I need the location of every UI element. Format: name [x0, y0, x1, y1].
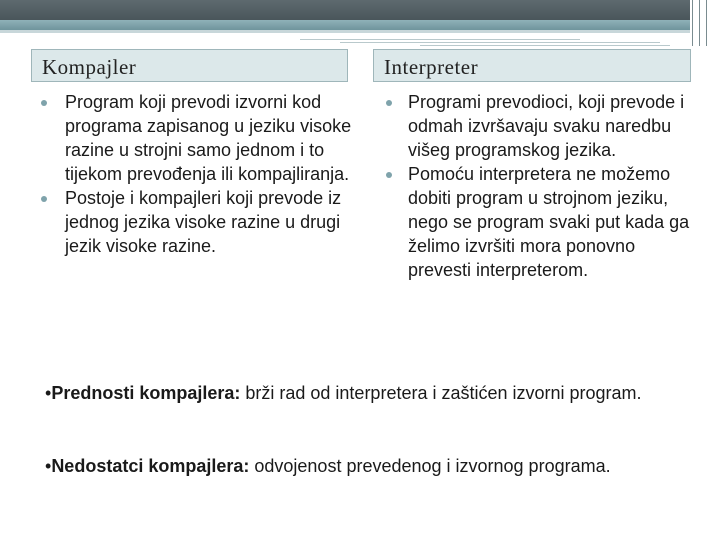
- list-item-text: Pomoću interpretera ne možemo dobiti program u strojnom jeziku, nego se program svaki put kada ga želimo izvršiti mora ponovno prevesti interpreterom.: [408, 164, 690, 280]
- bullet-icon: [41, 100, 47, 106]
- top-band-lines: [300, 36, 700, 46]
- disadvantages-label: Nedostatci kompajlera:: [51, 456, 250, 476]
- bullet-icon: [386, 172, 392, 178]
- corner-lines: [692, 0, 714, 46]
- bullet-icon: [41, 196, 47, 202]
- advantages-paragraph: •Prednosti kompajlera: brži rad od interpretera i zaštićen izvorni program.: [45, 383, 642, 403]
- top-band-dark: [0, 0, 690, 20]
- list-item: [386, 90, 701, 162]
- kompajler-column: [31, 90, 356, 258]
- advantages-label: Prednosti kompajlera:: [51, 383, 241, 403]
- interpreter-column: [386, 90, 701, 282]
- disadvantages-paragraph: •Nedostatci kompajlera: odvojenost prevedenog i izvornog programa.: [45, 456, 611, 476]
- list-item: [31, 186, 356, 258]
- bullet-icon: [386, 100, 392, 106]
- interpreter-heading: Interpreter: [373, 49, 691, 82]
- kompajler-heading: Kompajler: [31, 49, 348, 82]
- list-item-text: Program koji prevodi izvorni kod programa zapisanog u jeziku visoke razine u strojni samo jednom i to tijekom prevođenja ili kompajliranja.: [65, 92, 352, 184]
- top-band-teal: [0, 20, 690, 30]
- top-band-light: [0, 30, 690, 33]
- list-item-text: Postoje i kompajleri koji prevode iz jednog jezika visoke razine u drugi jezik visoke razine.: [65, 188, 342, 256]
- top-decoration: [0, 0, 720, 22]
- list-item-text: Programi prevodioci, koji prevode i odmah izvršavaju svaku naredbu višeg programskog jezika.: [408, 92, 685, 160]
- interpreter-list: [386, 90, 701, 282]
- advantages-text: brži rad od interpretera i zaštićen izvorni program.: [240, 383, 642, 403]
- list-item: [386, 162, 701, 282]
- disadvantages-text: odvojenost prevedenog i izvornog programa.: [249, 456, 611, 476]
- list-item: [31, 90, 356, 186]
- kompajler-list: [31, 90, 356, 258]
